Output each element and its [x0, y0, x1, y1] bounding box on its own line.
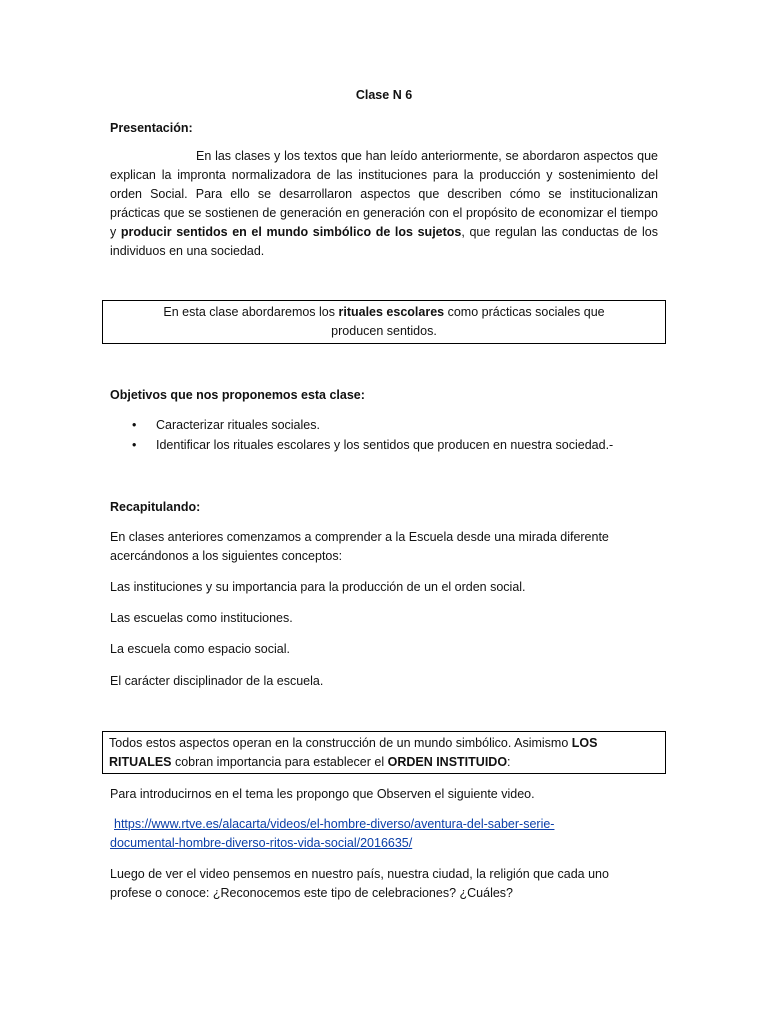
presentacion-paragraph — [110, 147, 658, 261]
bullet-icon: • — [132, 438, 137, 452]
box2-text-post: : — [507, 755, 511, 769]
video-link-block — [110, 815, 670, 853]
highlight-box-rituales — [102, 300, 666, 344]
box1-text-bold: rituales escolares — [338, 305, 445, 319]
box2-text-pre: Todos estos aspectos operan en la construcción de un mundo simbólico. Asimismo — [109, 736, 572, 750]
objetivos-heading: Objetivos que nos proponemos esta clase: — [110, 388, 365, 402]
list-item — [110, 416, 670, 436]
recapitulando-heading: Recapitulando: — [110, 500, 201, 514]
video-link-line-1[interactable]: https://www.rtve.es/alacarta/videos/el-hombre-diverso/aventura-del-saber-serie- — [114, 817, 555, 831]
recap-line: Las instituciones y su importancia para la producción de un el orden social. — [110, 580, 526, 594]
box2-text-mid: cobran importancia para establecer el — [171, 755, 388, 769]
presentacion-text-start: En las clases y los textos que han leído anteriormente, se abordaron aspectos que explican la impronta normalizadora de las instituciones para la producción y sostenimiento del orden Social. Para ello se desarrollaron aspectos que describen cómo se institucionalizan prácticas que se sostienen de generación en generación con el propósito de economizar el tiempo y — [110, 149, 658, 239]
box1-text-post: como prácticas sociales que producen sentidos. — [331, 305, 605, 338]
box2-text-bold1: LOS RITUALES — [109, 736, 598, 769]
box2-text-bold2: ORDEN INSTITUIDO — [387, 755, 508, 769]
presentacion-heading: Presentación: — [110, 121, 193, 135]
bullet-icon: • — [132, 418, 137, 432]
recap-line: El carácter disciplinador de la escuela. — [110, 674, 324, 688]
presentacion-text-bold: producir sentidos en el mundo simbólico de los sujetos — [120, 225, 462, 239]
video-link-line-2[interactable]: documental-hombre-diverso-ritos-vida-social/2016635/ — [110, 836, 413, 850]
video-intro: Para introducirnos en el tema les propongo que Observen el siguiente video. — [110, 787, 535, 801]
list-item-text: Caracterizar rituales sociales. — [156, 418, 320, 432]
list-item — [110, 436, 670, 456]
recap-intro: En clases anteriores comenzamos a comprender a la Escuela desde una mirada diferente acercándonos a los siguientes conceptos: — [110, 530, 609, 563]
highlight-box-orden — [102, 731, 666, 774]
recap-line: Las escuelas como instituciones. — [110, 611, 293, 625]
presentacion-text-end: , que regulan las conductas de los individuos en una sociedad. — [110, 225, 658, 258]
objetivos-list — [110, 416, 670, 456]
page-title: Clase N 6 — [355, 88, 413, 102]
list-item-text: Identificar los rituales escolares y los sentidos que producen en nuestra sociedad.- — [156, 438, 614, 452]
closing-question: Luego de ver el video pensemos en nuestro país, nuestra ciudad, la religión que cada uno profese o conoce: ¿Reconocemos este tipo de celebraciones? ¿Cuáles? — [110, 867, 609, 900]
box1-text-pre: En esta clase abordaremos los — [163, 305, 339, 319]
recap-line: La escuela como espacio social. — [110, 642, 290, 656]
